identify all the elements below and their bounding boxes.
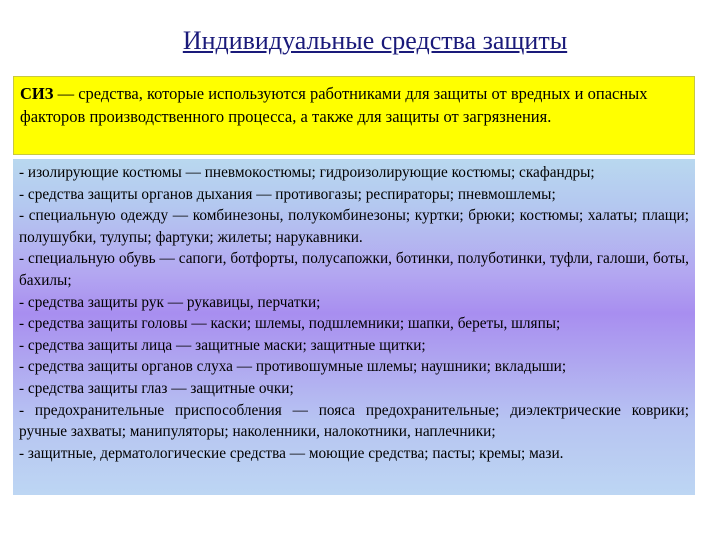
list-item: - специальную обувь — сапоги, ботфорты, полусапожки, ботинки, полуботинки, туфли, галоши, боты, бахилы;: [19, 250, 689, 289]
list-item: - средства защиты лица — защитные маски; защитные щитки;: [19, 336, 426, 354]
definition-text: — средства, которые используются работниками для защиты от вредных и опасных факторов производственного процесса, а также для защиты от загрязнения.: [20, 84, 648, 126]
list-item: - защитные, дерматологические средства — моющие средства; пасты; кремы; мази.: [19, 444, 564, 462]
list-item: - средства защиты органов слуха — противошумные шлемы; наушники; вкладыши;: [19, 358, 567, 376]
list-item: - средства защиты глаз — защитные очки;: [19, 379, 294, 397]
list-item: - специальную одежду — комбинезоны, полукомбинезоны; куртки; брюки; костюмы; халаты; плащи; полушубки, тулупы; фартуки; жилеты; нарукавники.: [19, 207, 689, 246]
list-item: - предохранительные приспособления — пояса предохранительные; диэлектрические коврики; ручные захваты; манипуляторы; наколенники, налокотники, наплечники;: [19, 401, 689, 441]
definition-box: [13, 76, 695, 155]
slide-title: Индивидуальные средства защиты: [182, 26, 568, 55]
list-item: - средства защиты головы — каски; шлемы, подшлемники; шапки, береты, шляпы;: [19, 315, 561, 333]
list-item: - средства защиты рук — рукавицы, перчатки;: [19, 293, 321, 311]
list-item: - изолирующие костюмы — пневмокостюмы; гидроизолирующие костюмы; скафандры;: [19, 164, 595, 181]
list-item: - средства защиты органов дыхания — противогазы; респираторы; пневмошлемы;: [19, 185, 556, 203]
definition-term: СИЗ: [20, 84, 54, 103]
ppe-list: [13, 159, 695, 495]
